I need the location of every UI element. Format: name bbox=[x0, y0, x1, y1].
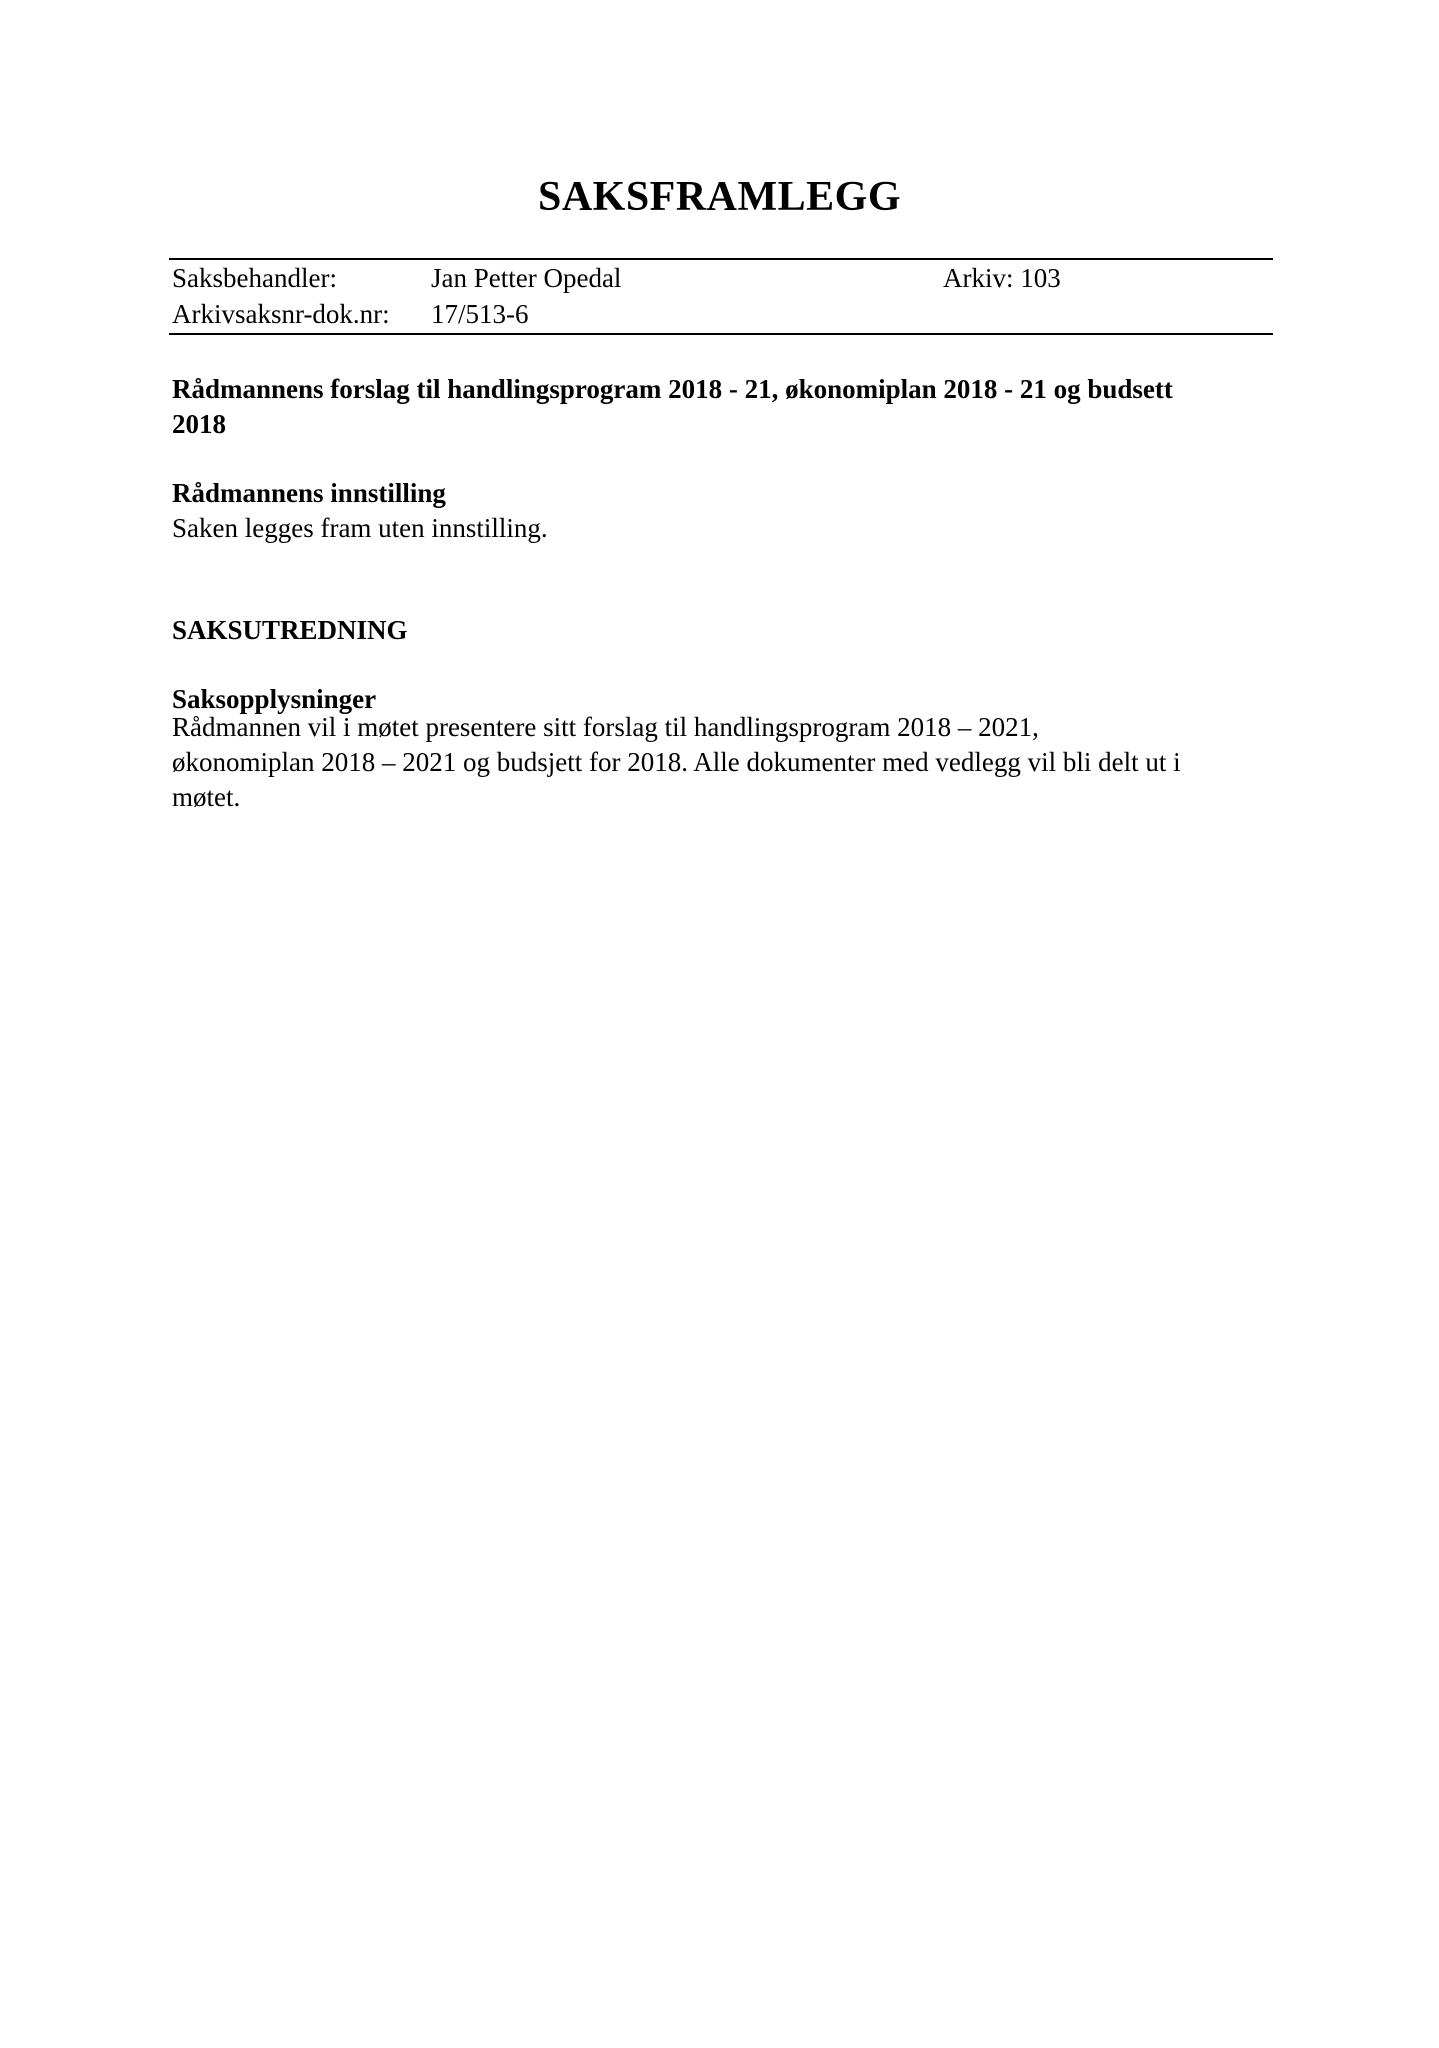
paragraph-line: økonomiplan 2018 – 2021 og budsjett for 2018. Alle dokumenter med vedlegg vil bli delt ut i bbox=[172, 747, 1181, 777]
handler-value: Jan Petter Opedal bbox=[431, 263, 622, 293]
information-heading: Saksopplysninger bbox=[172, 684, 377, 714]
recommendation-text: Saken legges fram uten innstilling. bbox=[172, 513, 548, 543]
casenumber-label: Arkivsaksnr-dok.nr: bbox=[172, 299, 390, 329]
handler-label: Saksbehandler: bbox=[172, 263, 337, 293]
recommendation-heading: Rådmannens innstilling bbox=[172, 478, 446, 508]
paragraph-line: Rådmannen vil i møtet presentere sitt forslag til handlingsprogram 2018 – 2021, bbox=[172, 712, 1039, 742]
casenumber-value: 17/513-6 bbox=[431, 299, 529, 329]
case-title-line: 2018 bbox=[172, 409, 226, 439]
header-top-rule bbox=[169, 258, 1273, 260]
investigation-heading: SAKSUTREDNING bbox=[172, 615, 408, 645]
header-bottom-rule bbox=[169, 333, 1273, 335]
case-title-line: Rådmannens forslag til handlingsprogram 2018 - 21, økonomiplan 2018 - 21 og budsett bbox=[172, 374, 1173, 404]
archive-field bbox=[943, 262, 1061, 294]
case-title bbox=[172, 372, 1272, 442]
document-title: SAKSFRAMLEGG bbox=[537, 174, 902, 220]
information-paragraph bbox=[172, 710, 1272, 815]
paragraph-line: møtet. bbox=[172, 782, 241, 812]
archive-label: Arkiv: bbox=[943, 263, 1014, 293]
archive-value: 103 bbox=[1020, 263, 1061, 293]
